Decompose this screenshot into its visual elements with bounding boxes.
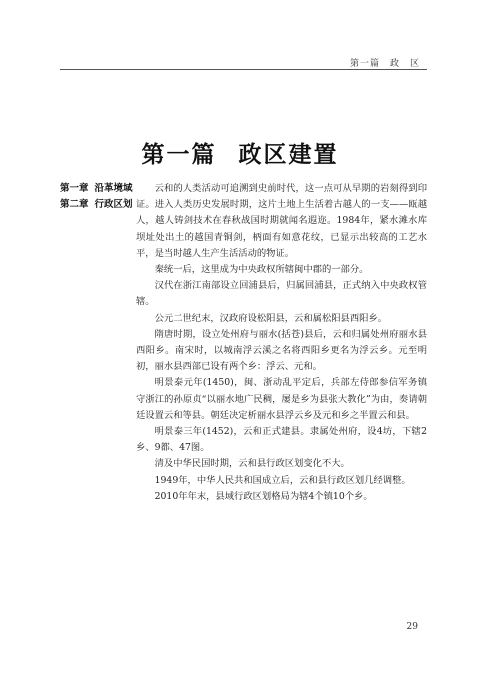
part-title <box>0 136 480 169</box>
paragraph: 明景泰元年(1450)，闽、浙动乱平定后，兵部左侍郎参信军务镇守浙江的孙原贞“以丽水地广民稠，屡是乡为县张大教化”为由，奏请朝廷设置云和等县。朝廷决定析丽水县浮云乡及元和乡之半置云和县。 <box>136 377 427 421</box>
paragraph: 明景泰三年(1452)，云和正式建县。隶属处州府，设4坊，下辖2乡、9都、47图。 <box>136 426 427 454</box>
chapter-number: 第二章 <box>60 199 89 210</box>
paragraph: 1949年，中华人民共和国成立后，云和县行政区划几经调整。 <box>154 474 411 486</box>
header-rule <box>60 69 427 70</box>
paragraph: 秦统一后，这里成为中央政权所辖闽中郡的一部分。 <box>154 264 369 276</box>
part-number: 第一篇 <box>141 142 217 168</box>
paragraph: 汉代在浙江南部设立回浦县后，归属回浦县，正式纳入中央政权管辖。 <box>136 280 427 308</box>
chapter-name: 行政区划 <box>94 199 133 210</box>
body-text <box>136 181 427 505</box>
running-head: 第一篇 政 区 <box>349 59 420 69</box>
paragraph: 公元二世纪末，汉政府设松阳县，云和属松阳县西阳乡。 <box>154 312 388 324</box>
chapter-number: 第一章 <box>60 183 89 194</box>
paragraph: 云和的人类活动可追溯到史前时代，这一点可从早期的岩刻得到印证。进入人类历史发展时期，这片土地上生活着古越人的一支——瓯越人，越人铸剑技术在春秋战国时期就闻名遐迩。1984年，紧水滩水库坝址处出土的越国青铜剑，柄面有如意花纹，已显示出较高的工艺水平，是当时越人生产生活活动的物证。 <box>136 183 427 259</box>
chapter-name: 沿革境域 <box>94 183 133 194</box>
paragraph: 2010年年末，县域行政区划格局为辖4个镇10个乡。 <box>154 490 373 502</box>
paragraph: 清及中华民国时期，云和县行政区划变化不大。 <box>154 458 350 470</box>
part-name: 政区建置 <box>238 142 339 168</box>
paragraph: 隋唐时期，设立处州府与丽水(括苍)县后，云和归属处州府丽水县西阳乡。南宋时，以城南浮云溪之名将西阳乡更名为浮云乡。元至明初，丽水县西部已设有两个乡：浮云、元和。 <box>136 328 427 373</box>
page-number: 29 <box>406 622 418 632</box>
